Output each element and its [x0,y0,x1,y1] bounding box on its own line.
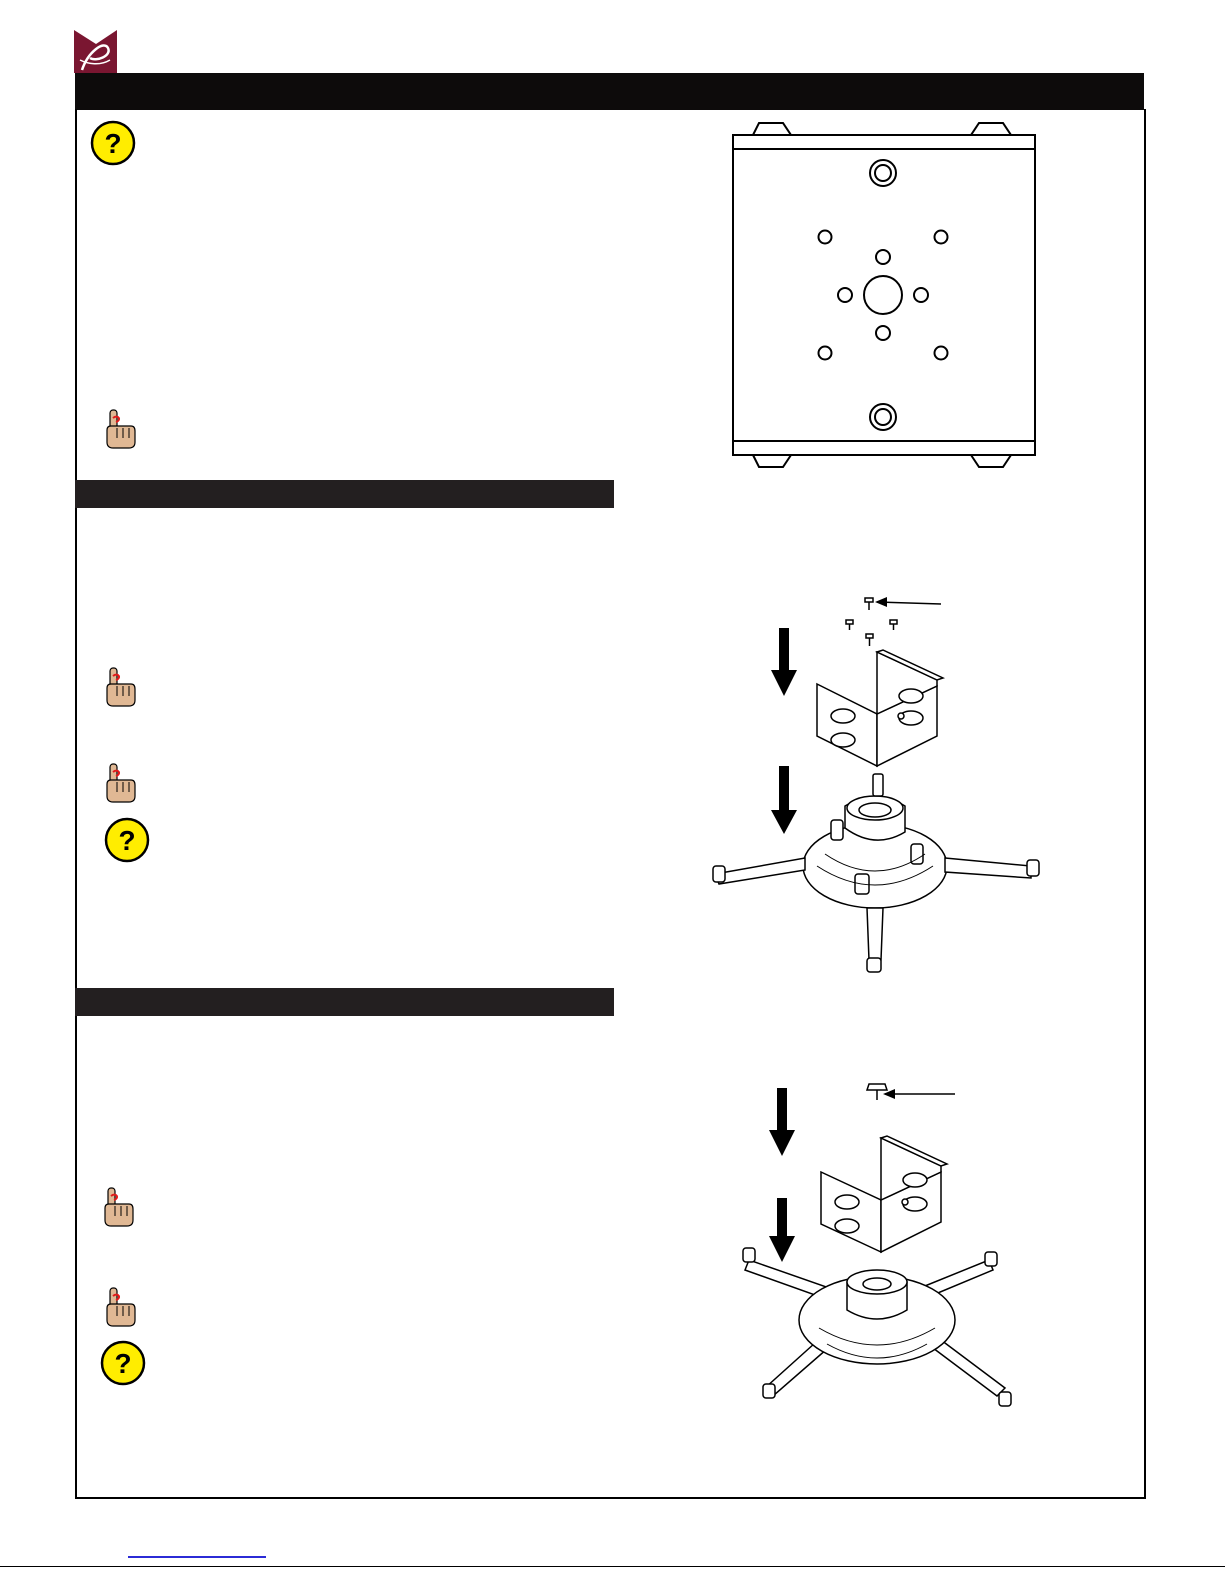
section-bar-2 [75,988,614,1016]
question-icon [90,120,136,166]
footer-rule [0,1566,1225,1567]
finger-note-icon [102,1186,136,1228]
section-bar-1 [75,480,614,508]
question-icon [100,1340,146,1386]
svg-text:?: ? [118,825,136,856]
finger-note-icon [104,762,138,804]
bracket-assembly-figure [735,1076,1025,1421]
finger-note-icon [104,408,138,450]
header-bar [75,73,1144,110]
footer-link-underline[interactable] [128,1556,266,1558]
question-icon [104,817,150,863]
brand-logo [74,30,117,73]
svg-text:?: ? [114,1348,132,1379]
finger-note-icon [104,666,138,708]
svg-text:?: ? [104,128,122,159]
finger-note-icon [104,1286,138,1328]
adapter-assembly-figure [705,588,1050,983]
mounting-plate-figure [725,115,1043,477]
